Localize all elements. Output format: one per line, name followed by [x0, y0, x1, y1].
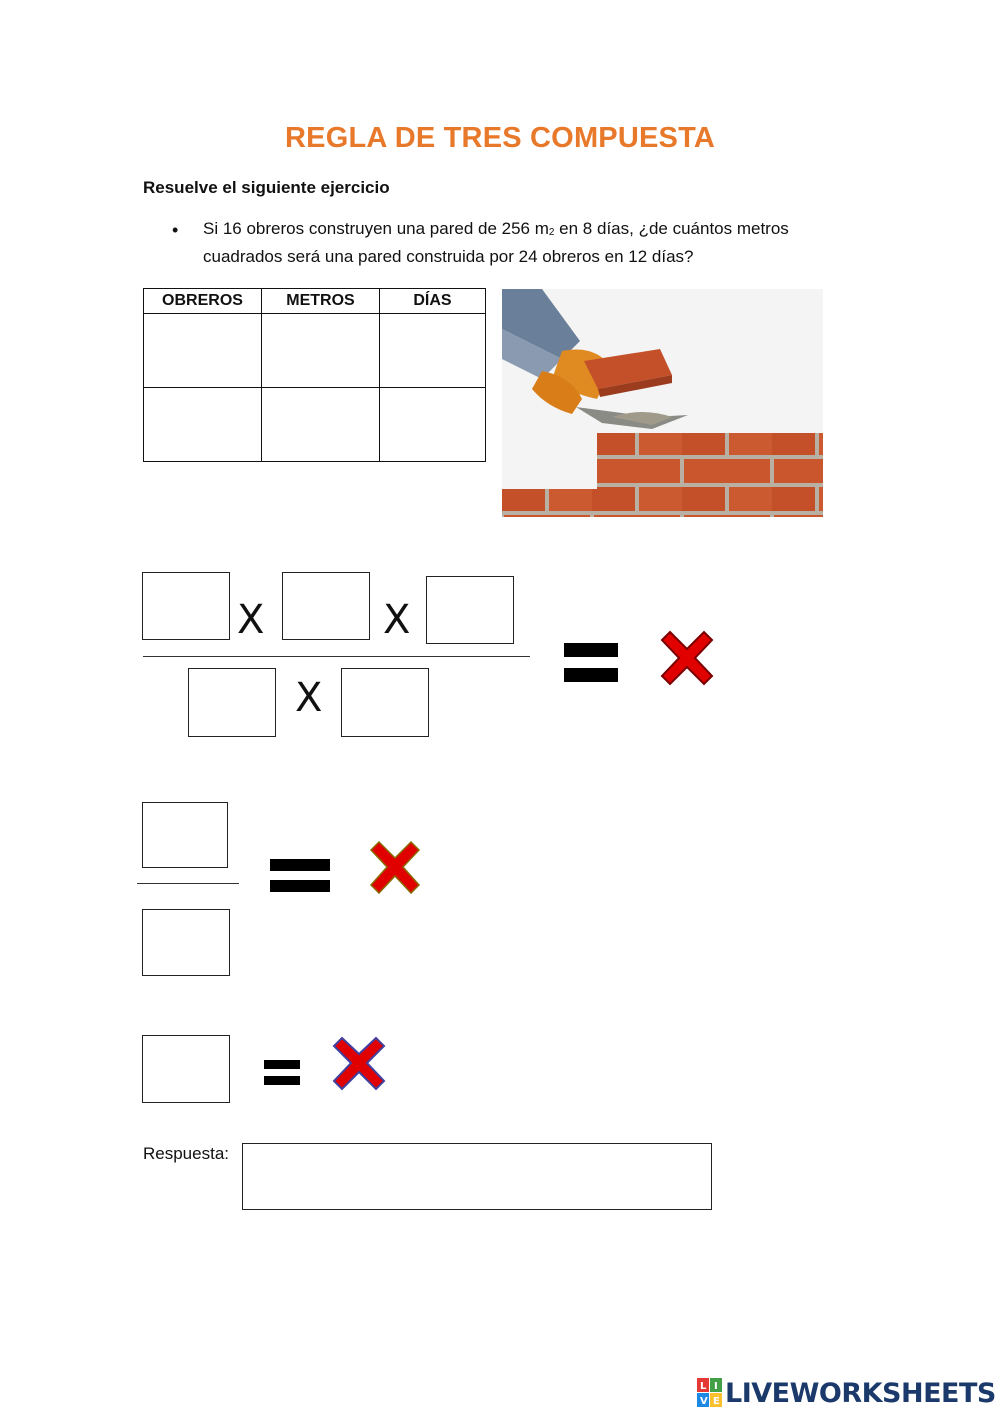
result-denominator-box[interactable] — [142, 909, 230, 976]
incorrect-cross-icon-1 — [660, 630, 714, 686]
equals-sign-1 — [564, 643, 618, 683]
input-cell-metros-1[interactable] — [262, 314, 380, 388]
header-obreros: OBREROS — [144, 289, 262, 314]
page-title: REGLA DE TRES COMPUESTA — [285, 122, 715, 154]
svg-text:I: I — [714, 1381, 718, 1392]
svg-text:L: L — [700, 1381, 707, 1392]
input-cell-metros-2[interactable] — [262, 388, 380, 462]
answer-label: Respuesta: — [143, 1144, 229, 1163]
data-table — [143, 288, 486, 462]
svg-text:E: E — [713, 1396, 720, 1407]
bricklayer-illustration — [502, 289, 823, 517]
times-sign-3: X — [295, 675, 323, 721]
liveworksheets-logo — [697, 1376, 996, 1410]
bullet-icon: • — [172, 220, 179, 240]
denominator-box-2[interactable] — [341, 668, 429, 737]
final-result-box[interactable] — [142, 1035, 230, 1103]
answer-input-box[interactable] — [242, 1143, 712, 1210]
numerator-box-2[interactable] — [282, 572, 370, 640]
input-cell-dias-2[interactable] — [380, 388, 486, 462]
numerator-box-3[interactable] — [426, 576, 514, 644]
incorrect-cross-icon-2 — [369, 840, 421, 895]
fraction-line-2 — [137, 883, 239, 884]
result-numerator-box[interactable] — [142, 802, 228, 868]
input-cell-obreros-1[interactable] — [144, 314, 262, 388]
times-sign-1: X — [237, 597, 265, 643]
times-sign-2: X — [383, 597, 411, 643]
numerator-box-1[interactable] — [142, 572, 230, 640]
instruction-text: Resuelve el siguiente ejercicio — [143, 178, 390, 197]
problem-statement: Si 16 obreros construyen una pared de 256 $m_2$ en 8 días, ¿de cuántos metros cuadrados será una pared construida por 24 obreros en 12 días? — [203, 219, 789, 266]
equals-sign-2 — [270, 859, 330, 893]
header-dias: DÍAS — [380, 289, 486, 314]
liveworksheets-logo-icon — [697, 1378, 723, 1408]
header-metros: METROS — [262, 289, 380, 314]
incorrect-cross-icon-3 — [332, 1036, 386, 1091]
input-cell-dias-1[interactable] — [380, 314, 486, 388]
equals-sign-3 — [264, 1060, 300, 1086]
input-cell-obreros-2[interactable] — [144, 388, 262, 462]
denominator-box-1[interactable] — [188, 668, 276, 737]
fraction-line-1 — [143, 656, 530, 657]
svg-text:V: V — [700, 1396, 708, 1407]
brand-name: LIVEWORKSHEETS — [725, 1377, 996, 1409]
